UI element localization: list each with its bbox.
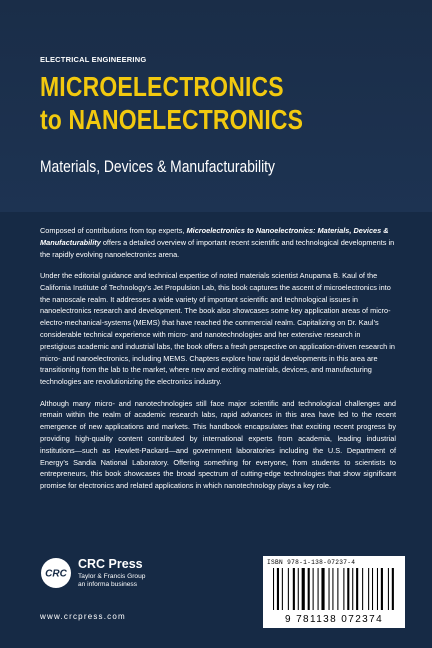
barcode-bar xyxy=(392,568,394,610)
description-paragraph-2: Under the editorial guidance and technical expertise of noted materials scientist Anupama B. Kaul of the California Institute of Technology’s Jet Propulsion Lab, this book captures the ascent of microelectronics into the nanoscale realm. It addresses a wide variety of important scientific and technological issues in nanoelectronics research and development. The book also showcases some key application areas of micro-electro-mechanical-systems (MEMS) that have reached the commercial realm. Capitalizing on Dr. Kaul’s considerable technical experience with micro- and nanotechnologies and her extensive research in prestigious academic and industrial labs, the book offers a fresh perspective on application-driven research in micro- and nanoelectronics, including MEMS. Chapters explore how rapid developments in this area are transitioning from the lab to the market, where new and exciting materials, devices, and manufacturing technologies are revolutionizing the electronics industry. xyxy=(40,270,396,387)
barcode-bar xyxy=(302,568,305,610)
p1-intro: Composed of contributions from top experts, xyxy=(40,226,187,235)
barcode-bar xyxy=(273,568,274,610)
barcode-bar xyxy=(388,568,389,610)
cover-header xyxy=(0,0,432,212)
back-cover-description xyxy=(40,225,396,502)
barcode-bar xyxy=(298,568,299,610)
title-line-1: MICROELECTRONICS xyxy=(40,71,284,102)
barcode-bar xyxy=(277,568,279,610)
barcode-bar xyxy=(368,568,369,610)
barcode-bar xyxy=(372,568,373,610)
isbn-label: ISBN 978-1-138-07237-4 xyxy=(267,559,356,566)
isbn-barcode xyxy=(263,556,405,628)
crc-logo-mark: CRC xyxy=(45,568,67,580)
description-paragraph-3: Although many micro- and nanotechnologies still face major scientific and technological challenges and remain within the realm of academic research labs, rapid advances in this area have led to the recent emergence of new applications and markets. This handbook encapsulates that exciting recent progress by providing high-quality content contributed by international experts from academia, leading industrial institutions—such as Hewlett-Packard—and government laboratories including the U.S. Department of Energy’s Sandia National Laboratory. Offering something for everyone, from students to scientists to entrepreneurs, this book showcases the broad spectrum of cutting-edge technologies that show significant promise for electronics and related applications in which nanotechnology plays a key role. xyxy=(40,398,396,491)
publisher-line-1: Taylor & Francis Group xyxy=(78,573,146,580)
p1-rest: offers a detailed overview of important recent scientific and technological developments in the rapidly evolving nanoelectronics arena. xyxy=(40,237,395,259)
barcode-bar xyxy=(329,568,330,610)
barcode-digits: 9 781138 072374 xyxy=(284,614,384,625)
barcode-bar xyxy=(352,568,353,610)
barcode-bar xyxy=(318,568,319,610)
publisher-url: www.crcpress.com xyxy=(40,612,126,621)
barcode-bar xyxy=(343,568,344,610)
category-label: ELECTRICAL ENGINEERING xyxy=(40,55,147,64)
barcode-bar xyxy=(347,568,349,610)
p1-book-title: Microelectronics to Nanoelectronics: Materials, Devices & Manufacturability xyxy=(40,226,389,247)
publisher-line-2: an informa business xyxy=(78,581,138,588)
barcode-bar xyxy=(356,568,358,610)
barcode-bars xyxy=(267,568,401,614)
barcode-bar xyxy=(337,568,338,610)
barcode-bar xyxy=(377,568,378,610)
barcode-bar xyxy=(321,568,324,610)
barcode-bar xyxy=(288,568,289,610)
crc-logo-icon xyxy=(40,557,72,589)
barcode-bar xyxy=(332,568,333,610)
barcode-bar xyxy=(293,568,295,610)
description-paragraph-1 xyxy=(40,225,396,260)
barcode-bar xyxy=(282,568,283,610)
barcode-bar xyxy=(313,568,314,610)
book-subtitle: Materials, Devices & Manufacturability xyxy=(40,158,275,176)
barcode-bar xyxy=(362,568,363,610)
publisher-group xyxy=(78,573,145,589)
barcode-bar xyxy=(308,568,310,610)
title-line-2: to NANOELECTRONICS xyxy=(40,104,304,135)
publisher-name: CRC Press xyxy=(78,557,143,571)
barcode-bar xyxy=(381,568,383,610)
book-title xyxy=(40,70,303,136)
